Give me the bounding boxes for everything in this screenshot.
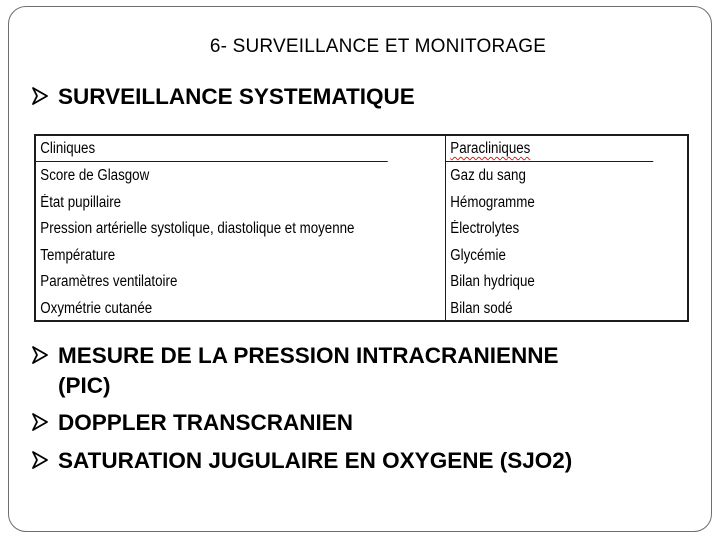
bullet-text: MESURE DE LA PRESSION INTRACRANIENNE [58,343,559,368]
table-cell: Bilan sodé [450,299,513,317]
table-cell: Glycémie [450,246,506,264]
table-cell: Score de Glasgow [40,167,150,184]
table-cell: Hémogramme [450,193,535,211]
table-cell: Oxymétrie cutanée [40,299,153,317]
table-column-cliniques [36,136,445,320]
arrow-bullet-icon [32,82,58,112]
table-cell: Gaz du sang [450,167,526,184]
arrow-bullet-icon [32,446,58,476]
monitoring-table [34,134,689,322]
table-cell: Bilan hydrique [450,273,535,290]
bullet-text: SATURATION JUGULAIRE EN OXYGENE (SJO2) [58,448,573,473]
bullet-text: DOPPLER TRANSCRANIEN [58,410,354,435]
table-header-paracliniques [446,136,653,162]
table-header-cliniques: Cliniques [36,136,388,162]
table-cell: Électrolytes [450,220,520,237]
bullet-pression-intracranienne [32,341,558,371]
arrow-bullet-icon [32,341,58,371]
spellcheck-underlined-text: Paracliniques [450,140,531,157]
bullet-pression-intracranienne-continuation: (PIC) [58,373,111,398]
table-cell: Température [40,246,116,264]
arrow-bullet-icon [32,408,58,438]
table-column-paracliniques [445,136,687,320]
table-cell: Paramètres ventilatoire [40,273,178,290]
bullet-surveillance-systematique [32,82,415,112]
slide-title: 6- SURVEILLANCE ET MONITORAGE [209,36,547,57]
bullet-doppler-transcranien [32,408,353,438]
bullet-text: SURVEILLANCE SYSTEMATIQUE [58,84,415,109]
table-cell: Pression artérielle systolique, diastolique et moyenne [40,220,355,237]
bullet-saturation-jugulaire [32,446,572,476]
table-cell: État pupillaire [40,193,122,211]
